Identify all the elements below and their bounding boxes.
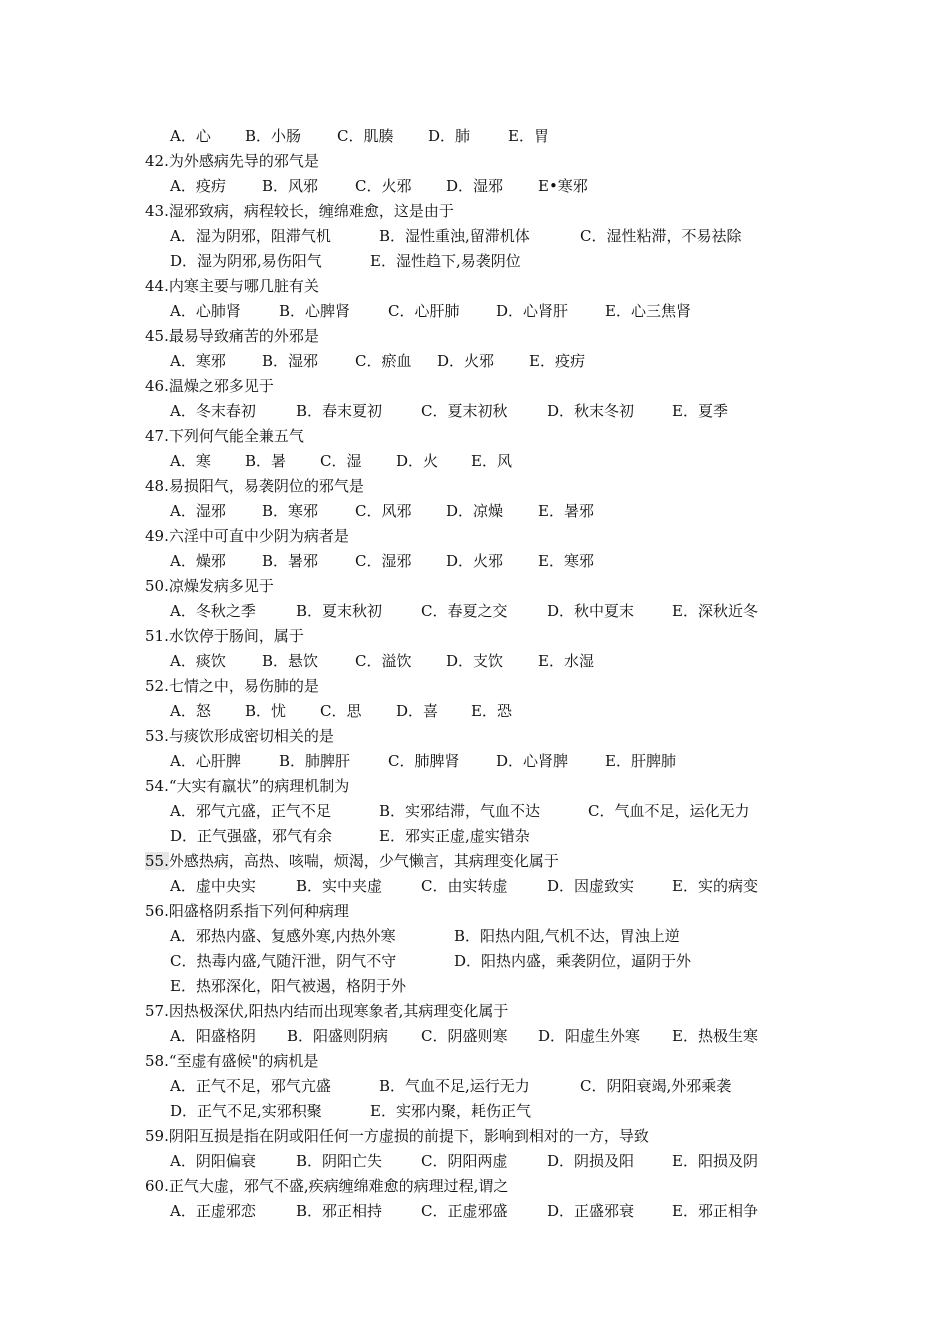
answer-option: C．思 <box>320 702 362 720</box>
answer-option: D．正气不足,实邪积聚 <box>170 1102 322 1120</box>
question-number: 56. <box>145 902 169 920</box>
options-line <box>0 500 950 522</box>
answer-option: B．实中夹虚 <box>296 877 383 895</box>
options-line <box>0 400 950 422</box>
answer-option: A．疫疠 <box>170 177 226 195</box>
answer-option: D．火 <box>396 452 439 470</box>
question-text: 阳盛格阴系指下列何种病理 <box>168 902 349 920</box>
answer-option: A．邪热内盛、复感外寒,内热外寒 <box>170 927 396 945</box>
answer-option: C．心肝肺 <box>388 302 460 320</box>
answer-option: A．阳盛格阴 <box>170 1027 256 1045</box>
answer-option: B．风邪 <box>262 177 319 195</box>
answer-option: A．正气不足，邪气亢盛 <box>170 1077 331 1095</box>
options-line <box>0 300 950 322</box>
question-number: 44. <box>145 277 169 295</box>
options-line <box>0 600 950 622</box>
question-line <box>145 900 349 922</box>
options-line <box>0 800 950 822</box>
options-line <box>0 1200 950 1222</box>
answer-option: A．湿为阴邪，阻滞气机 <box>170 227 331 245</box>
question-line <box>145 675 319 697</box>
question-number: 58. <box>145 1052 169 1070</box>
answer-option: A．痰饮 <box>170 652 226 670</box>
question-line <box>145 200 454 222</box>
answer-option: A．冬秋之季 <box>170 602 256 620</box>
answer-option: C．阴阳两虚 <box>421 1152 508 1170</box>
question-text: 七情之中，易伤肺的是 <box>168 677 319 695</box>
options-line <box>0 550 950 572</box>
question-number: 59. <box>145 1127 169 1145</box>
options-line <box>0 175 950 197</box>
answer-option: D．肺 <box>428 127 471 145</box>
question-number: 46. <box>145 377 169 395</box>
answer-option: B．实邪结滞，气血不达 <box>379 802 541 820</box>
question-line <box>145 575 274 597</box>
answer-option: D．凉燥 <box>446 502 504 520</box>
answer-option: B．小肠 <box>245 127 302 145</box>
question-number: 43. <box>145 202 169 220</box>
question-text: 因热极深伏,阳热内结而出现寒象者,其病理变化属于 <box>168 1002 509 1020</box>
answer-option: B．春末夏初 <box>296 402 383 420</box>
question-line <box>145 150 319 172</box>
options-line <box>0 450 950 472</box>
answer-option: A．寒 <box>170 452 211 470</box>
answer-option: E．热极生寒 <box>672 1027 758 1045</box>
answer-option: D．火邪 <box>437 352 495 370</box>
question-line <box>145 1000 508 1022</box>
answer-option: C．气血不足，运化无力 <box>588 802 750 820</box>
answer-option: C．热毒内盛,气随汗泄，阴气不守 <box>170 952 397 970</box>
question-line <box>145 850 559 872</box>
answer-option: B．夏末秋初 <box>296 602 383 620</box>
answer-option: A．正虚邪恋 <box>170 1202 256 1220</box>
options-line <box>0 125 950 147</box>
question-line <box>145 625 304 647</box>
answer-option: B．阴阳亡失 <box>296 1152 383 1170</box>
answer-option: E•寒邪 <box>538 177 588 195</box>
question-number: 55. <box>145 852 169 870</box>
answer-option: C．夏末初秋 <box>421 402 508 420</box>
answer-option: D．火邪 <box>446 552 504 570</box>
question-text: 最易导致痛苦的外邪是 <box>168 327 319 345</box>
answer-option: A．心肝脾 <box>170 752 241 770</box>
question-number: 60. <box>145 1177 169 1195</box>
answer-option: A．邪气亢盛，正气不足 <box>170 802 331 820</box>
answer-option: D．阴损及阳 <box>547 1152 635 1170</box>
answer-option: C．溢饮 <box>355 652 412 670</box>
question-number: 51. <box>145 627 169 645</box>
answer-option: B．阳热内阻,气机不达，胃浊上逆 <box>454 927 680 945</box>
answer-option: B．忧 <box>245 702 287 720</box>
answer-option: B．湿性重浊,留滞机体 <box>379 227 530 245</box>
answer-option: C．风邪 <box>355 502 412 520</box>
answer-option: E．阳损及阴 <box>672 1152 758 1170</box>
question-line <box>145 1175 508 1197</box>
answer-option: D．正盛邪衰 <box>547 1202 635 1220</box>
answer-option: E．心三焦肾 <box>605 302 691 320</box>
options-line <box>0 825 950 847</box>
answer-option: B．悬饮 <box>262 652 319 670</box>
question-number: 47. <box>145 427 169 445</box>
question-number: 49. <box>145 527 169 545</box>
answer-option: E．邪实正虚,虚实错杂 <box>379 827 530 845</box>
answer-option: D．秋末冬初 <box>547 402 635 420</box>
question-line <box>145 325 319 347</box>
options-line <box>0 225 950 247</box>
answer-option: A．怒 <box>170 702 211 720</box>
question-line <box>145 425 304 447</box>
question-text: 易损阳气，易袭阴位的邪气是 <box>168 477 364 495</box>
options-line <box>0 700 950 722</box>
options-line <box>0 1100 950 1122</box>
question-number: 50. <box>145 577 169 595</box>
answer-option: C．瘀血 <box>355 352 412 370</box>
answer-option: B．寒邪 <box>262 502 319 520</box>
answer-option: B．湿邪 <box>262 352 319 370</box>
answer-option: D．湿邪 <box>446 177 504 195</box>
options-line <box>0 875 950 897</box>
options-line <box>0 650 950 672</box>
answer-option: E．深秋近冬 <box>672 602 758 620</box>
answer-option: C．由实转虚 <box>421 877 508 895</box>
question-text: 凉燥发病多见于 <box>168 577 274 595</box>
answer-option: E．肝脾肺 <box>605 752 676 770</box>
question-number: 42. <box>145 152 169 170</box>
answer-option: C．火邪 <box>355 177 412 195</box>
answer-option: C．春夏之交 <box>421 602 508 620</box>
question-line <box>145 525 349 547</box>
answer-option: E．热邪深化，阳气被遏，格阴于外 <box>170 977 406 995</box>
answer-option: A．燥邪 <box>170 552 226 570</box>
question-text: 水饮停于肠间，属于 <box>168 627 304 645</box>
answer-option: B．暑邪 <box>262 552 319 570</box>
question-text: 阴阳互损是指在阴或阳任何一方虚损的前提下，影响到相对的一方，导致 <box>168 1127 649 1145</box>
answer-option: A．寒邪 <box>170 352 226 370</box>
question-number: 54. <box>145 777 169 795</box>
question-text: 外感热病，高热、咳喘，烦渴，少气懒言，其病理变化属于 <box>168 852 559 870</box>
answer-option: B．邪正相持 <box>296 1202 383 1220</box>
answer-option: D．喜 <box>396 702 439 720</box>
answer-option: E．疫疠 <box>529 352 585 370</box>
question-text: 内寒主要与哪几脏有关 <box>168 277 319 295</box>
answer-option: D．支饮 <box>446 652 504 670</box>
answer-option: D．心肾脾 <box>496 752 569 770</box>
answer-option: A．冬末春初 <box>170 402 256 420</box>
answer-option: B．气血不足,运行无力 <box>379 1077 530 1095</box>
options-line <box>0 950 950 972</box>
answer-option: A．阴阳偏衰 <box>170 1152 256 1170</box>
options-line <box>0 1025 950 1047</box>
answer-option: C．湿邪 <box>355 552 412 570</box>
answer-option: C．阴盛则寒 <box>421 1027 508 1045</box>
answer-option: D．心肾肝 <box>496 302 569 320</box>
answer-option: C．正虚邪盛 <box>421 1202 508 1220</box>
answer-option: E．邪正相争 <box>672 1202 758 1220</box>
answer-option: E．水湿 <box>538 652 594 670</box>
question-line <box>145 1050 318 1072</box>
question-text: 温燥之邪多见于 <box>168 377 274 395</box>
answer-option: D．秋中夏末 <box>547 602 635 620</box>
options-line <box>0 975 950 997</box>
answer-option: B．暑 <box>245 452 287 470</box>
question-number: 53. <box>145 727 169 745</box>
answer-option: C．肺脾肾 <box>388 752 460 770</box>
question-line <box>145 475 364 497</box>
answer-option: D．阳热内盛，乘袭阴位，逼阴于外 <box>454 952 692 970</box>
question-line <box>145 775 349 797</box>
question-text: 与痰饮形成密切相关的是 <box>168 727 334 745</box>
answer-option: E．寒邪 <box>538 552 594 570</box>
answer-option: E．湿性趋下,易袭阴位 <box>370 252 521 270</box>
question-text: 下列何气能全兼五气 <box>168 427 304 445</box>
question-line <box>145 375 274 397</box>
answer-option: E．夏季 <box>672 402 728 420</box>
question-number: 52. <box>145 677 169 695</box>
answer-option: E．实的病变 <box>672 877 758 895</box>
answer-option: C．湿性粘滞，不易祛除 <box>580 227 742 245</box>
answer-option: C．阴阳衰竭,外邪乘袭 <box>580 1077 732 1095</box>
question-line <box>145 275 319 297</box>
answer-option: A．湿邪 <box>170 502 226 520</box>
answer-option: A．虚中央实 <box>170 877 256 895</box>
answer-option: A．心 <box>170 127 211 145</box>
options-line <box>0 250 950 272</box>
question-number: 45. <box>145 327 169 345</box>
answer-option: C．肌腠 <box>337 127 394 145</box>
answer-option: E．恐 <box>471 702 512 720</box>
answer-option: D．因虚致实 <box>547 877 635 895</box>
options-line <box>0 925 950 947</box>
answer-option: A．心肺肾 <box>170 302 241 320</box>
answer-option: E．风 <box>471 452 512 470</box>
answer-option: D．正气强盛，邪气有余 <box>170 827 333 845</box>
question-text: “至虚有盛候"的病机是 <box>168 1052 319 1070</box>
answer-option: B．肺脾肝 <box>279 752 351 770</box>
question-line <box>145 725 334 747</box>
answer-option: C．湿 <box>320 452 362 470</box>
answer-option: E．暑邪 <box>538 502 594 520</box>
options-line <box>0 1075 950 1097</box>
answer-option: D．阳虚生外寒 <box>538 1027 641 1045</box>
answer-option: B．心脾肾 <box>279 302 351 320</box>
question-text: “大实有羸状”的病理机制为 <box>168 777 350 795</box>
question-text: 六淫中可直中少阴为病者是 <box>168 527 349 545</box>
question-number: 57. <box>145 1002 169 1020</box>
answer-option: B．阳盛则阴病 <box>287 1027 389 1045</box>
options-line <box>0 350 950 372</box>
answer-option: E．胃 <box>508 127 549 145</box>
question-number: 48. <box>145 477 169 495</box>
question-line <box>145 1125 649 1147</box>
options-line <box>0 1150 950 1172</box>
question-text: 为外感病先导的邪气是 <box>168 152 319 170</box>
answer-option: E．实邪内聚，耗伤正气 <box>370 1102 531 1120</box>
options-line <box>0 750 950 772</box>
answer-option: D．湿为阴邪,易伤阳气 <box>170 252 322 270</box>
question-text: 湿邪致病，病程较长，缠绵难愈，这是由于 <box>168 202 454 220</box>
question-text: 正气大虚，邪气不盛,疾病缠绵难愈的病理过程,谓之 <box>168 1177 509 1195</box>
